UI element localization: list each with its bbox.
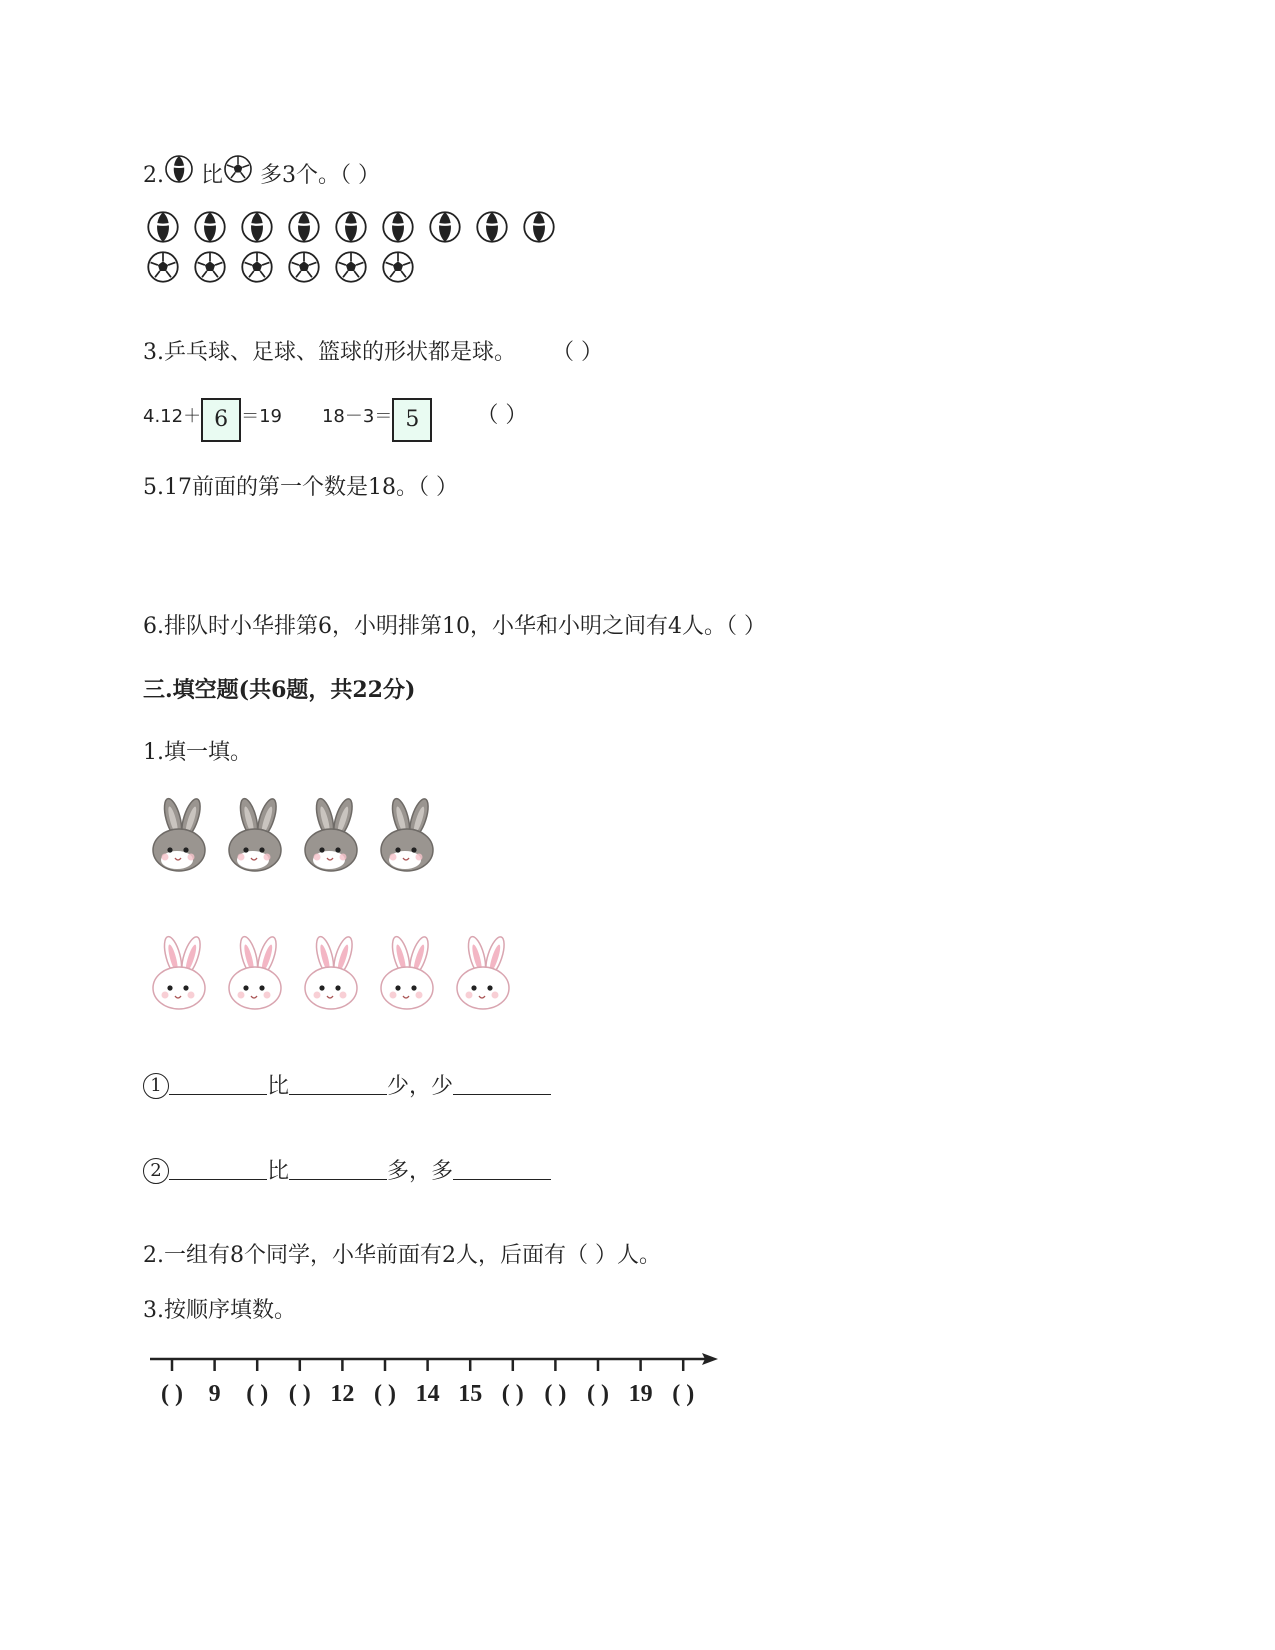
f1-line-2 (143, 1158, 551, 1184)
white-bunny-icon (143, 934, 219, 1018)
f1-line-1 (143, 1073, 551, 1099)
f1-instruction: 1.填一填。 (143, 740, 252, 765)
blank[interactable] (453, 1159, 551, 1180)
f3-instruction: 3.按顺序填数。 (143, 1298, 296, 1323)
f1-line2-word1: 比 (267, 1159, 290, 1184)
answer-box-1: 6 (201, 398, 241, 442)
q4-eq1: ＝19 (241, 406, 282, 427)
soccer-ball-icon (239, 250, 275, 284)
white-bunny-icon (295, 934, 371, 1018)
beach-ball-icon (192, 210, 228, 244)
gray-bunny-row (143, 796, 447, 880)
number-line-label: 12 (330, 1381, 355, 1407)
f1-line1-word2: 少，少 (387, 1074, 454, 1099)
gray-bunny-icon (219, 796, 295, 880)
beach-ball-icon (239, 210, 275, 244)
q4-expr2: 18－3＝ (321, 406, 393, 427)
q4-paren: （ ） (476, 403, 528, 428)
number-line-label: 19 (628, 1381, 653, 1407)
number-line-label: ( ) (501, 1381, 524, 1407)
number-line-label: 15 (458, 1381, 483, 1407)
blank[interactable] (169, 1074, 267, 1095)
q2-bi: 比 (201, 163, 224, 188)
soccer-ball-icon (286, 250, 322, 284)
q6-statement: 6.排队时小华排第6，小明排第10，小华和小明之间有4人。（ ） (143, 614, 766, 639)
circled-number-1: 1 (143, 1073, 169, 1099)
white-bunny-row (143, 934, 523, 1018)
beach-ball-icon (145, 210, 181, 244)
f1-line2-word2: 多，多 (387, 1159, 454, 1184)
q3-text: 3.乒乓球、足球、篮球的形状都是球。 (143, 340, 516, 365)
beach-ball-icon (164, 154, 194, 184)
soccer-ball-icon (333, 250, 369, 284)
q3-paren: （ ） (552, 340, 603, 365)
beach-ball-icon (427, 210, 463, 244)
number-line-label: ( ) (672, 1381, 695, 1407)
number-line-label: ( ) (374, 1381, 396, 1407)
number-line-label: ( ) (544, 1381, 567, 1407)
blank[interactable] (453, 1074, 551, 1095)
number-line-label: ( ) (161, 1381, 183, 1407)
beach-ball-icon (521, 210, 557, 244)
gray-bunny-icon (371, 796, 447, 880)
white-bunny-icon (447, 934, 523, 1018)
beach-ball-icon (380, 210, 416, 244)
soccer-ball-icon (192, 250, 228, 284)
circled-number-2: 2 (143, 1158, 169, 1184)
q4-prefix: 4.12＋ (143, 406, 202, 427)
section-title: 三.填空题(共6题，共22分) (143, 677, 416, 703)
gray-bunny-icon (295, 796, 371, 880)
soccer-ball-icon (223, 154, 253, 184)
number-line-label: 14 (415, 1381, 440, 1407)
answer-box-2: 5 (392, 398, 432, 442)
f2-statement: 2.一组有8个同学，小华前面有2人，后面有（ ）人。 (143, 1243, 661, 1268)
soccer-ball-row (145, 250, 416, 284)
soccer-ball-icon (145, 250, 181, 284)
beach-ball-icon (286, 210, 322, 244)
beach-ball-row (145, 210, 557, 244)
number-line (140, 1345, 740, 1415)
soccer-ball-icon (380, 250, 416, 284)
q2-number: 2. (143, 163, 164, 188)
white-bunny-icon (371, 934, 447, 1018)
number-line-label: 9 (208, 1381, 221, 1407)
q5-statement: 5.17前面的第一个数是18。（ ） (143, 475, 458, 500)
number-line-label: ( ) (587, 1381, 609, 1407)
q2-rest: 多3个。（ ） (260, 163, 381, 188)
f1-line1-word1: 比 (267, 1074, 290, 1099)
beach-ball-icon (474, 210, 510, 244)
q4-statement (143, 398, 527, 442)
q2-statement (143, 154, 380, 187)
number-line-label: ( ) (288, 1381, 311, 1407)
blank[interactable] (169, 1159, 267, 1180)
blank[interactable] (289, 1159, 387, 1180)
q3-statement (143, 342, 603, 364)
gray-bunny-icon (143, 796, 219, 880)
number-line-label: ( ) (246, 1381, 269, 1407)
white-bunny-icon (219, 934, 295, 1018)
blank[interactable] (289, 1074, 387, 1095)
beach-ball-icon (333, 210, 369, 244)
